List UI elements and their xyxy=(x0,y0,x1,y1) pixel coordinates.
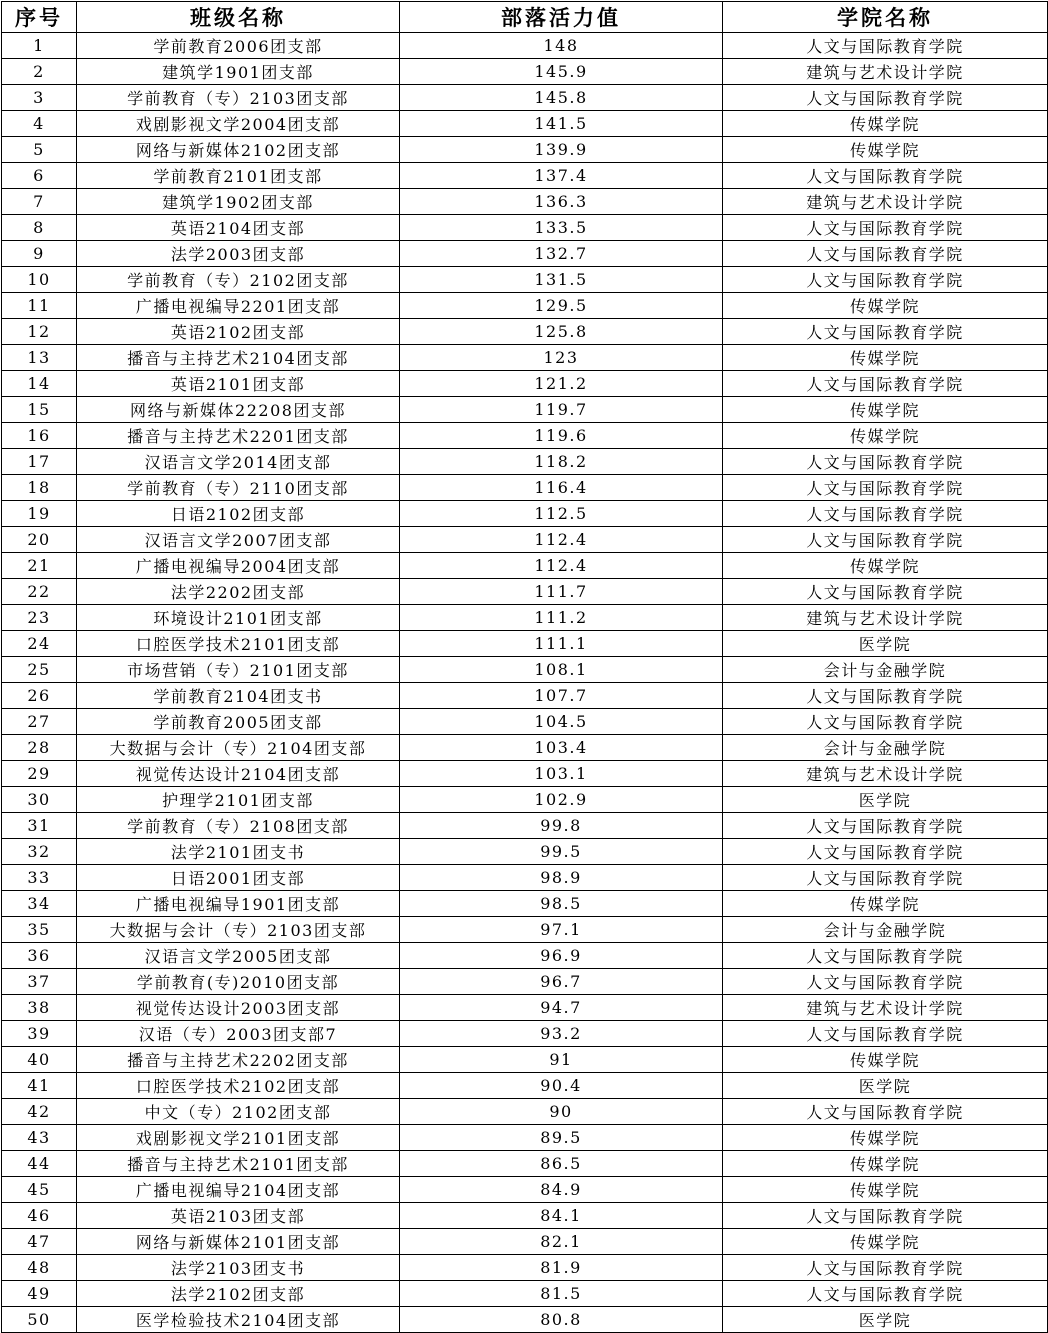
cell-class-name: 医学检验技术2104团支部 xyxy=(77,1307,400,1333)
cell-class-name: 播音与主持艺术2101团支部 xyxy=(77,1151,400,1177)
cell-index: 25 xyxy=(2,657,77,683)
table-row xyxy=(2,319,1048,345)
header-college-name: 学院名称 xyxy=(723,2,1048,33)
cell-index: 41 xyxy=(2,1073,77,1099)
cell-class-name: 网络与新媒体2101团支部 xyxy=(77,1229,400,1255)
cell-class-name: 汉语言文学2005团支部 xyxy=(77,943,400,969)
cell-index: 33 xyxy=(2,865,77,891)
cell-class-name: 学前教育2101团支部 xyxy=(77,163,400,189)
cell-class-name: 英语2104团支部 xyxy=(77,215,400,241)
cell-class-name: 网络与新媒体22208团支部 xyxy=(77,397,400,423)
cell-class-name: 学前教育（专）2110团支部 xyxy=(77,475,400,501)
cell-class-name: 播音与主持艺术2201团支部 xyxy=(77,423,400,449)
cell-college-name: 传媒学院 xyxy=(723,423,1048,449)
table-row xyxy=(2,969,1048,995)
cell-vitality-score: 119.7 xyxy=(400,397,723,423)
cell-index: 1 xyxy=(2,33,77,59)
table-row xyxy=(2,475,1048,501)
cell-college-name: 传媒学院 xyxy=(723,293,1048,319)
table-row xyxy=(2,709,1048,735)
cell-index: 15 xyxy=(2,397,77,423)
cell-vitality-score: 89.5 xyxy=(400,1125,723,1151)
cell-vitality-score: 81.5 xyxy=(400,1281,723,1307)
cell-index: 16 xyxy=(2,423,77,449)
cell-index: 18 xyxy=(2,475,77,501)
cell-vitality-score: 111.7 xyxy=(400,579,723,605)
cell-vitality-score: 148 xyxy=(400,33,723,59)
cell-college-name: 医学院 xyxy=(723,1073,1048,1099)
cell-college-name: 人文与国际教育学院 xyxy=(723,813,1048,839)
cell-class-name: 法学2003团支部 xyxy=(77,241,400,267)
cell-college-name: 人文与国际教育学院 xyxy=(723,319,1048,345)
cell-class-name: 网络与新媒体2102团支部 xyxy=(77,137,400,163)
cell-index: 48 xyxy=(2,1255,77,1281)
cell-index: 34 xyxy=(2,891,77,917)
cell-college-name: 传媒学院 xyxy=(723,1177,1048,1203)
cell-class-name: 日语2102团支部 xyxy=(77,501,400,527)
cell-college-name: 传媒学院 xyxy=(723,1151,1048,1177)
table-row xyxy=(2,995,1048,1021)
cell-college-name: 人文与国际教育学院 xyxy=(723,371,1048,397)
cell-college-name: 会计与金融学院 xyxy=(723,917,1048,943)
cell-vitality-score: 96.9 xyxy=(400,943,723,969)
cell-college-name: 传媒学院 xyxy=(723,111,1048,137)
cell-vitality-score: 108.1 xyxy=(400,657,723,683)
cell-class-name: 英语2103团支部 xyxy=(77,1203,400,1229)
cell-index: 24 xyxy=(2,631,77,657)
cell-vitality-score: 116.4 xyxy=(400,475,723,501)
cell-index: 36 xyxy=(2,943,77,969)
table-row xyxy=(2,735,1048,761)
cell-college-name: 人文与国际教育学院 xyxy=(723,475,1048,501)
cell-college-name: 人文与国际教育学院 xyxy=(723,943,1048,969)
cell-vitality-score: 112.4 xyxy=(400,553,723,579)
cell-college-name: 人文与国际教育学院 xyxy=(723,1255,1048,1281)
cell-class-name: 大数据与会计（专）2103团支部 xyxy=(77,917,400,943)
cell-college-name: 传媒学院 xyxy=(723,397,1048,423)
cell-vitality-score: 97.1 xyxy=(400,917,723,943)
cell-college-name: 人文与国际教育学院 xyxy=(723,215,1048,241)
ranking-table xyxy=(1,1,1048,1333)
cell-college-name: 人文与国际教育学院 xyxy=(723,527,1048,553)
cell-vitality-score: 123 xyxy=(400,345,723,371)
cell-class-name: 建筑学1902团支部 xyxy=(77,189,400,215)
cell-college-name: 人文与国际教育学院 xyxy=(723,709,1048,735)
table-row xyxy=(2,111,1048,137)
table-row xyxy=(2,631,1048,657)
table-row xyxy=(2,1021,1048,1047)
cell-index: 43 xyxy=(2,1125,77,1151)
cell-index: 12 xyxy=(2,319,77,345)
cell-class-name: 汉语言文学2007团支部 xyxy=(77,527,400,553)
cell-index: 28 xyxy=(2,735,77,761)
cell-vitality-score: 81.9 xyxy=(400,1255,723,1281)
cell-class-name: 学前教育（专）2108团支部 xyxy=(77,813,400,839)
table-row xyxy=(2,1073,1048,1099)
cell-college-name: 人文与国际教育学院 xyxy=(723,579,1048,605)
table-row xyxy=(2,215,1048,241)
table-row xyxy=(2,1125,1048,1151)
table-row xyxy=(2,553,1048,579)
cell-class-name: 广播电视编导2104团支部 xyxy=(77,1177,400,1203)
table-row xyxy=(2,1281,1048,1307)
cell-class-name: 戏剧影视文学2004团支部 xyxy=(77,111,400,137)
cell-index: 40 xyxy=(2,1047,77,1073)
cell-index: 23 xyxy=(2,605,77,631)
cell-index: 7 xyxy=(2,189,77,215)
cell-index: 17 xyxy=(2,449,77,475)
cell-index: 46 xyxy=(2,1203,77,1229)
table-row xyxy=(2,527,1048,553)
cell-index: 4 xyxy=(2,111,77,137)
table-row xyxy=(2,1307,1048,1333)
cell-college-name: 会计与金融学院 xyxy=(723,735,1048,761)
cell-vitality-score: 99.8 xyxy=(400,813,723,839)
cell-index: 5 xyxy=(2,137,77,163)
cell-index: 32 xyxy=(2,839,77,865)
cell-class-name: 广播电视编导1901团支部 xyxy=(77,891,400,917)
cell-index: 31 xyxy=(2,813,77,839)
cell-vitality-score: 102.9 xyxy=(400,787,723,813)
cell-index: 49 xyxy=(2,1281,77,1307)
cell-class-name: 建筑学1901团支部 xyxy=(77,59,400,85)
cell-vitality-score: 137.4 xyxy=(400,163,723,189)
table-row xyxy=(2,85,1048,111)
cell-class-name: 环境设计2101团支部 xyxy=(77,605,400,631)
cell-class-name: 法学2202团支部 xyxy=(77,579,400,605)
cell-college-name: 建筑与艺术设计学院 xyxy=(723,995,1048,1021)
table-row xyxy=(2,1177,1048,1203)
table-row xyxy=(2,33,1048,59)
cell-college-name: 人文与国际教育学院 xyxy=(723,683,1048,709)
cell-college-name: 医学院 xyxy=(723,1307,1048,1333)
cell-college-name: 建筑与艺术设计学院 xyxy=(723,761,1048,787)
cell-vitality-score: 99.5 xyxy=(400,839,723,865)
cell-index: 26 xyxy=(2,683,77,709)
table-row xyxy=(2,397,1048,423)
cell-vitality-score: 104.5 xyxy=(400,709,723,735)
cell-vitality-score: 80.8 xyxy=(400,1307,723,1333)
cell-class-name: 法学2103团支书 xyxy=(77,1255,400,1281)
cell-college-name: 传媒学院 xyxy=(723,891,1048,917)
cell-college-name: 人文与国际教育学院 xyxy=(723,267,1048,293)
cell-index: 8 xyxy=(2,215,77,241)
cell-class-name: 学前教育（专）2102团支部 xyxy=(77,267,400,293)
cell-class-name: 视觉传达设计2104团支部 xyxy=(77,761,400,787)
cell-college-name: 人文与国际教育学院 xyxy=(723,1021,1048,1047)
cell-vitality-score: 90.4 xyxy=(400,1073,723,1099)
cell-college-name: 人文与国际教育学院 xyxy=(723,501,1048,527)
cell-college-name: 传媒学院 xyxy=(723,345,1048,371)
cell-class-name: 学前教育2006团支部 xyxy=(77,33,400,59)
cell-index: 2 xyxy=(2,59,77,85)
cell-class-name: 口腔医学技术2101团支部 xyxy=(77,631,400,657)
cell-college-name: 传媒学院 xyxy=(723,553,1048,579)
cell-college-name: 建筑与艺术设计学院 xyxy=(723,59,1048,85)
cell-class-name: 汉语言文学2014团支部 xyxy=(77,449,400,475)
cell-vitality-score: 133.5 xyxy=(400,215,723,241)
cell-vitality-score: 125.8 xyxy=(400,319,723,345)
cell-index: 42 xyxy=(2,1099,77,1125)
cell-college-name: 人文与国际教育学院 xyxy=(723,449,1048,475)
table-row xyxy=(2,657,1048,683)
table-row xyxy=(2,761,1048,787)
cell-class-name: 大数据与会计（专）2104团支部 xyxy=(77,735,400,761)
cell-index: 44 xyxy=(2,1151,77,1177)
header-vitality-score: 部落活力值 xyxy=(400,2,723,33)
cell-college-name: 人文与国际教育学院 xyxy=(723,85,1048,111)
cell-college-name: 建筑与艺术设计学院 xyxy=(723,605,1048,631)
table-row xyxy=(2,683,1048,709)
cell-vitality-score: 141.5 xyxy=(400,111,723,137)
cell-class-name: 广播电视编导2201团支部 xyxy=(77,293,400,319)
cell-college-name: 建筑与艺术设计学院 xyxy=(723,189,1048,215)
cell-vitality-score: 111.2 xyxy=(400,605,723,631)
cell-vitality-score: 112.5 xyxy=(400,501,723,527)
cell-college-name: 人文与国际教育学院 xyxy=(723,1281,1048,1307)
cell-vitality-score: 84.9 xyxy=(400,1177,723,1203)
cell-college-name: 医学院 xyxy=(723,787,1048,813)
table-row xyxy=(2,501,1048,527)
table-row xyxy=(2,293,1048,319)
cell-college-name: 人文与国际教育学院 xyxy=(723,1203,1048,1229)
table-row xyxy=(2,267,1048,293)
table-row xyxy=(2,787,1048,813)
cell-vitality-score: 90 xyxy=(400,1099,723,1125)
cell-college-name: 传媒学院 xyxy=(723,1047,1048,1073)
cell-vitality-score: 132.7 xyxy=(400,241,723,267)
table-row xyxy=(2,1151,1048,1177)
table-row xyxy=(2,839,1048,865)
cell-index: 19 xyxy=(2,501,77,527)
cell-vitality-score: 107.7 xyxy=(400,683,723,709)
cell-index: 47 xyxy=(2,1229,77,1255)
table-row xyxy=(2,943,1048,969)
cell-college-name: 人文与国际教育学院 xyxy=(723,839,1048,865)
cell-class-name: 英语2101团支部 xyxy=(77,371,400,397)
cell-college-name: 人文与国际教育学院 xyxy=(723,1099,1048,1125)
cell-class-name: 市场营销（专）2101团支部 xyxy=(77,657,400,683)
cell-vitality-score: 112.4 xyxy=(400,527,723,553)
cell-index: 6 xyxy=(2,163,77,189)
cell-vitality-score: 111.1 xyxy=(400,631,723,657)
cell-vitality-score: 84.1 xyxy=(400,1203,723,1229)
cell-index: 35 xyxy=(2,917,77,943)
table-row xyxy=(2,163,1048,189)
cell-vitality-score: 118.2 xyxy=(400,449,723,475)
cell-index: 13 xyxy=(2,345,77,371)
cell-college-name: 传媒学院 xyxy=(723,137,1048,163)
cell-index: 50 xyxy=(2,1307,77,1333)
cell-vitality-score: 145.9 xyxy=(400,59,723,85)
table-row xyxy=(2,423,1048,449)
cell-class-name: 学前教育（专）2103团支部 xyxy=(77,85,400,111)
cell-college-name: 人文与国际教育学院 xyxy=(723,969,1048,995)
cell-class-name: 汉语（专）2003团支部7 xyxy=(77,1021,400,1047)
cell-vitality-score: 103.4 xyxy=(400,735,723,761)
cell-index: 9 xyxy=(2,241,77,267)
cell-college-name: 人文与国际教育学院 xyxy=(723,241,1048,267)
cell-vitality-score: 136.3 xyxy=(400,189,723,215)
cell-college-name: 人文与国际教育学院 xyxy=(723,865,1048,891)
cell-index: 38 xyxy=(2,995,77,1021)
table-row xyxy=(2,813,1048,839)
cell-index: 14 xyxy=(2,371,77,397)
cell-vitality-score: 119.6 xyxy=(400,423,723,449)
table-row xyxy=(2,917,1048,943)
table-row xyxy=(2,605,1048,631)
cell-index: 37 xyxy=(2,969,77,995)
cell-vitality-score: 93.2 xyxy=(400,1021,723,1047)
cell-college-name: 传媒学院 xyxy=(723,1125,1048,1151)
cell-index: 30 xyxy=(2,787,77,813)
table-row xyxy=(2,241,1048,267)
cell-index: 45 xyxy=(2,1177,77,1203)
cell-index: 39 xyxy=(2,1021,77,1047)
table-row xyxy=(2,579,1048,605)
table-row xyxy=(2,345,1048,371)
cell-class-name: 日语2001团支部 xyxy=(77,865,400,891)
cell-index: 10 xyxy=(2,267,77,293)
table-row xyxy=(2,1047,1048,1073)
cell-index: 20 xyxy=(2,527,77,553)
cell-vitality-score: 103.1 xyxy=(400,761,723,787)
cell-index: 22 xyxy=(2,579,77,605)
cell-class-name: 视觉传达设计2003团支部 xyxy=(77,995,400,1021)
table-row xyxy=(2,449,1048,475)
cell-vitality-score: 131.5 xyxy=(400,267,723,293)
cell-class-name: 学前教育(专)2010团支部 xyxy=(77,969,400,995)
cell-vitality-score: 82.1 xyxy=(400,1229,723,1255)
cell-vitality-score: 98.9 xyxy=(400,865,723,891)
cell-class-name: 播音与主持艺术2104团支部 xyxy=(77,345,400,371)
cell-vitality-score: 129.5 xyxy=(400,293,723,319)
cell-class-name: 中文（专）2102团支部 xyxy=(77,1099,400,1125)
table-row xyxy=(2,1099,1048,1125)
cell-index: 11 xyxy=(2,293,77,319)
cell-index: 27 xyxy=(2,709,77,735)
cell-college-name: 人文与国际教育学院 xyxy=(723,33,1048,59)
cell-vitality-score: 121.2 xyxy=(400,371,723,397)
cell-vitality-score: 86.5 xyxy=(400,1151,723,1177)
cell-class-name: 法学2101团支书 xyxy=(77,839,400,865)
header-row xyxy=(2,2,1048,33)
cell-class-name: 广播电视编导2004团支部 xyxy=(77,553,400,579)
table-row xyxy=(2,865,1048,891)
cell-class-name: 法学2102团支部 xyxy=(77,1281,400,1307)
cell-vitality-score: 94.7 xyxy=(400,995,723,1021)
table-row xyxy=(2,137,1048,163)
table-row xyxy=(2,1203,1048,1229)
cell-college-name: 传媒学院 xyxy=(723,1229,1048,1255)
cell-class-name: 英语2102团支部 xyxy=(77,319,400,345)
cell-vitality-score: 96.7 xyxy=(400,969,723,995)
header-class-name: 班级名称 xyxy=(77,2,400,33)
cell-college-name: 医学院 xyxy=(723,631,1048,657)
cell-class-name: 戏剧影视文学2101团支部 xyxy=(77,1125,400,1151)
cell-vitality-score: 98.5 xyxy=(400,891,723,917)
table-row xyxy=(2,1229,1048,1255)
cell-class-name: 学前教育2104团支书 xyxy=(77,683,400,709)
cell-class-name: 学前教育2005团支部 xyxy=(77,709,400,735)
cell-class-name: 口腔医学技术2102团支部 xyxy=(77,1073,400,1099)
cell-vitality-score: 91 xyxy=(400,1047,723,1073)
header-index: 序号 xyxy=(2,2,77,33)
cell-college-name: 会计与金融学院 xyxy=(723,657,1048,683)
cell-vitality-score: 139.9 xyxy=(400,137,723,163)
table-row xyxy=(2,59,1048,85)
cell-vitality-score: 145.8 xyxy=(400,85,723,111)
table-row xyxy=(2,371,1048,397)
cell-class-name: 播音与主持艺术2202团支部 xyxy=(77,1047,400,1073)
cell-class-name: 护理学2101团支部 xyxy=(77,787,400,813)
table-row xyxy=(2,1255,1048,1281)
table-row xyxy=(2,891,1048,917)
cell-index: 29 xyxy=(2,761,77,787)
cell-college-name: 人文与国际教育学院 xyxy=(723,163,1048,189)
cell-index: 3 xyxy=(2,85,77,111)
cell-index: 21 xyxy=(2,553,77,579)
table-row xyxy=(2,189,1048,215)
